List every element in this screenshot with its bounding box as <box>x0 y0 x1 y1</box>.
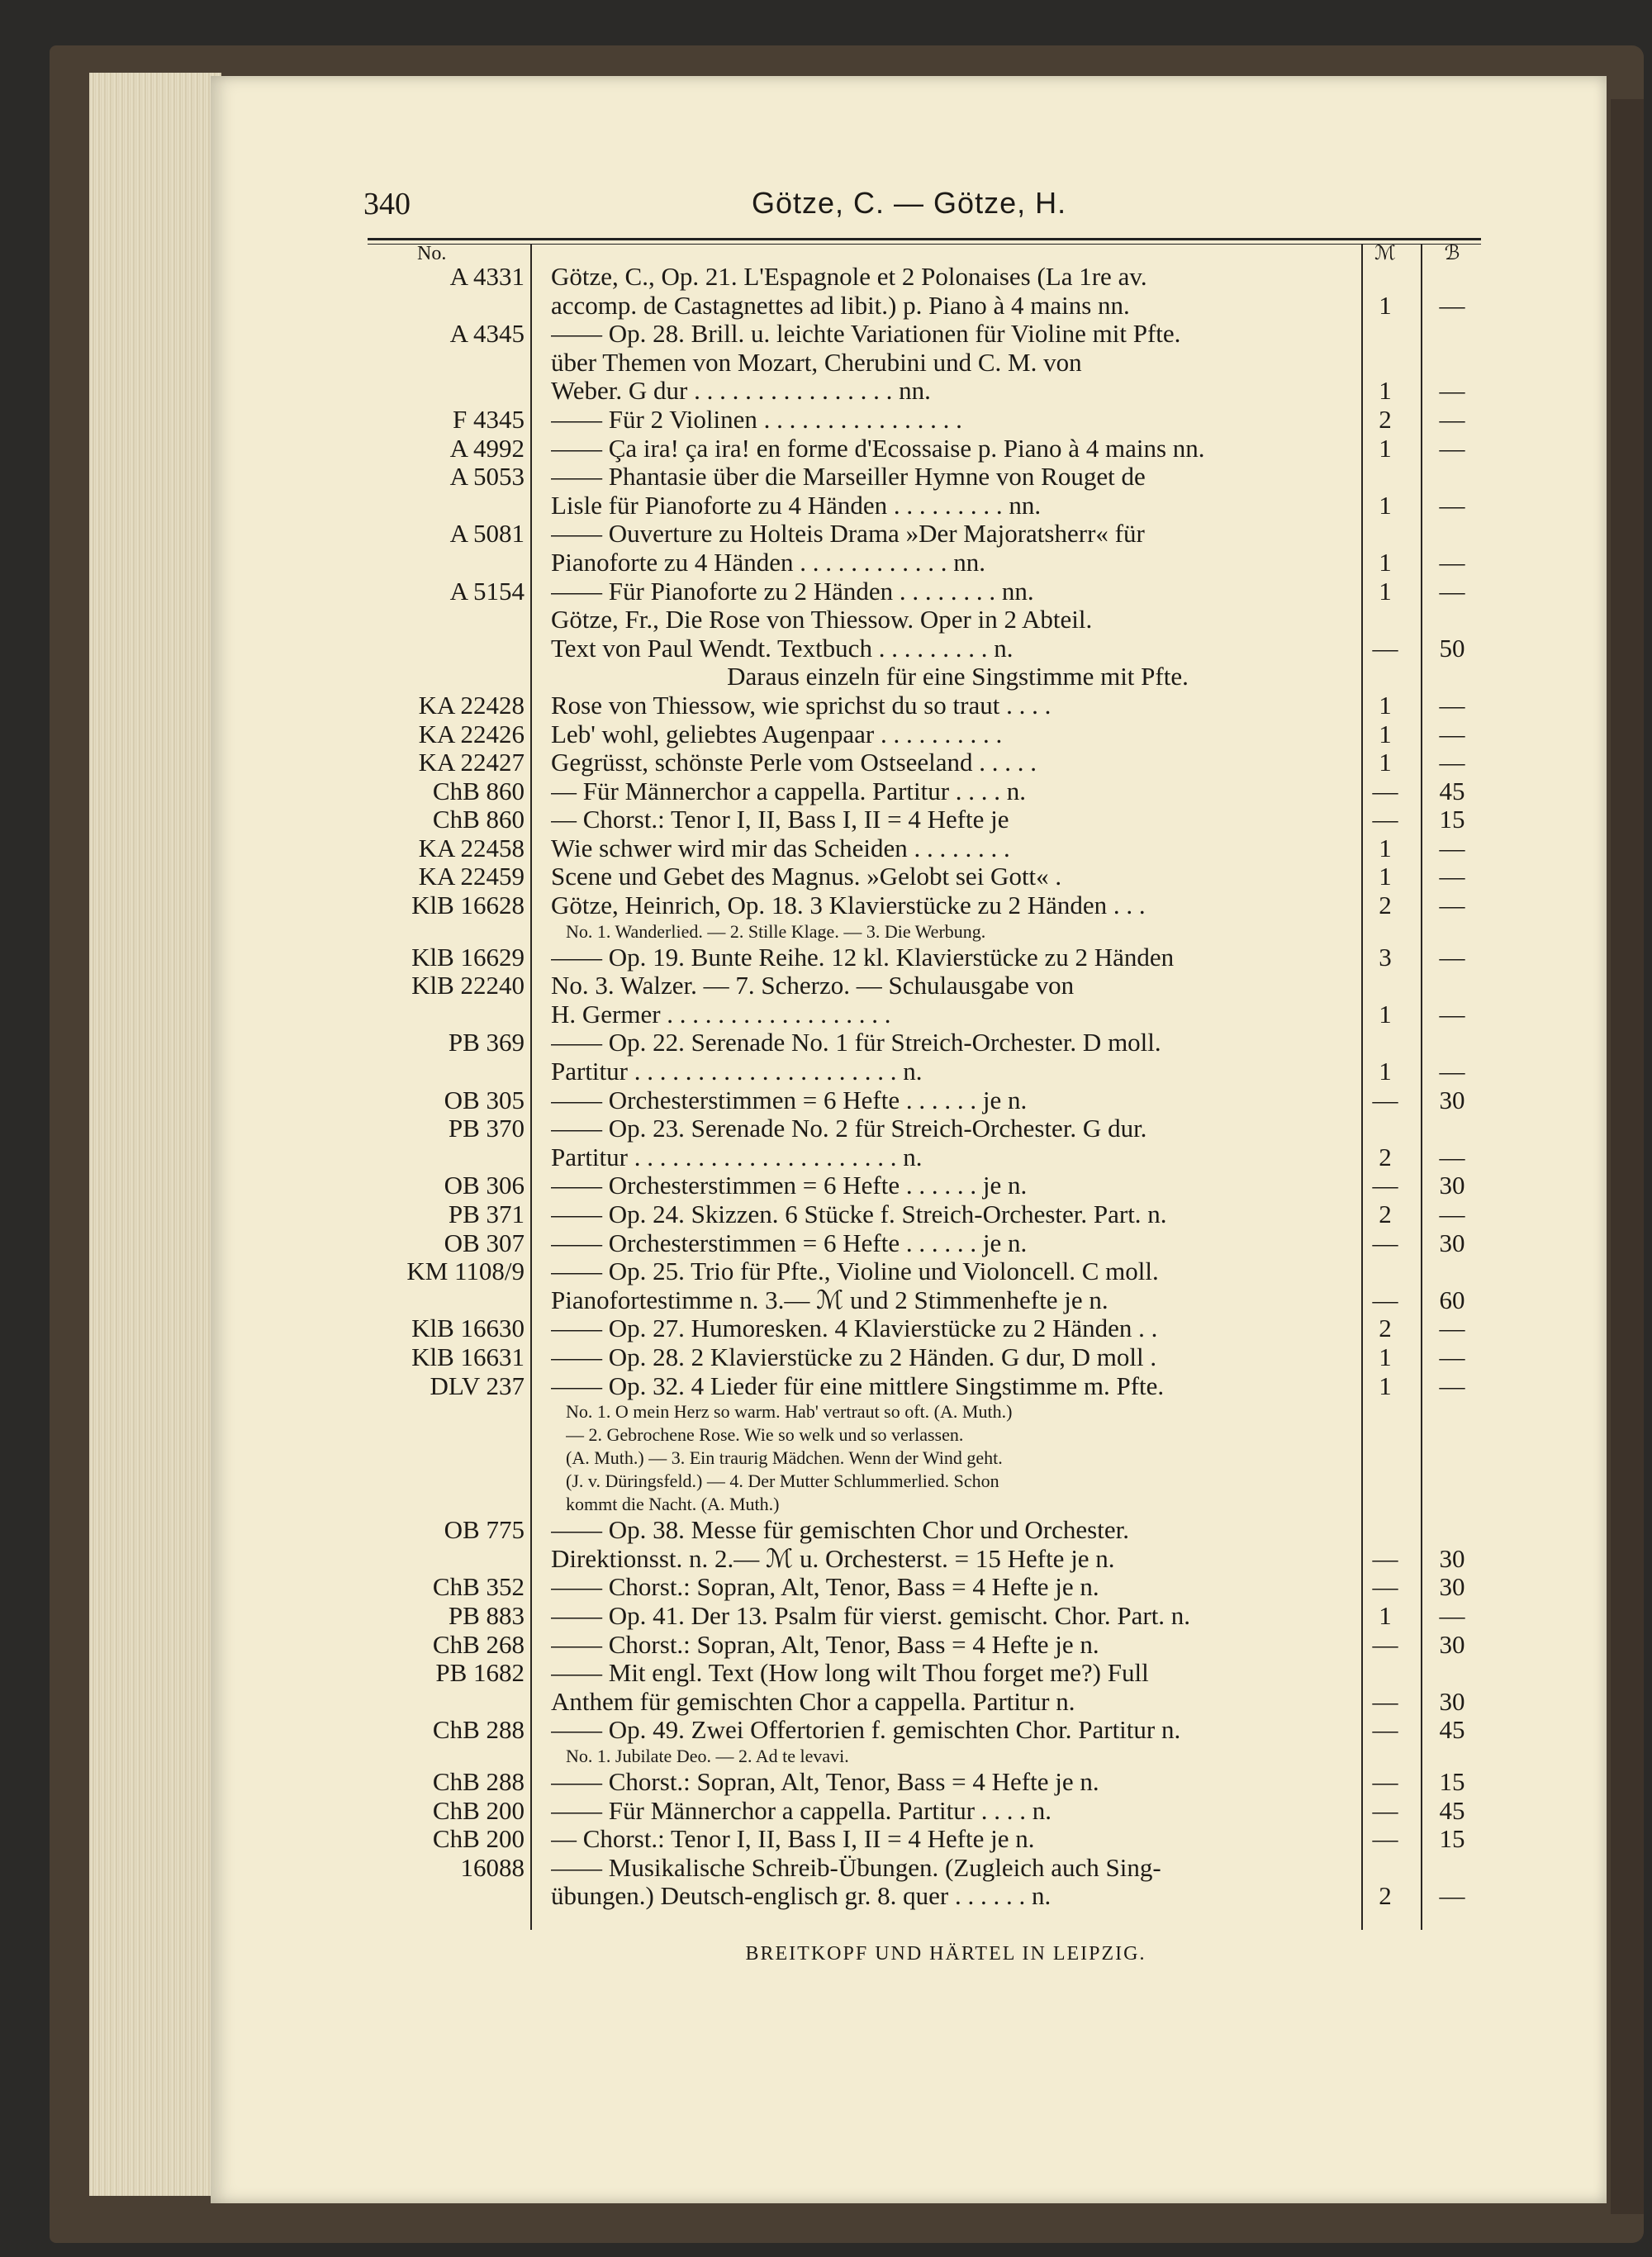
price-pfennig: 30 <box>1439 1085 1465 1114</box>
entry-text: No. 3. Walzer. — 7. Scherzo. — Schulausgabe von <box>551 972 1075 1000</box>
catalog-number: OB 305 <box>444 1085 525 1114</box>
price-mark: — <box>1372 776 1398 805</box>
catalog-number: DLV 237 <box>430 1371 525 1400</box>
entry-text: Partitur . . . . . . . . . . . . . . . . . . . . . n. <box>551 1057 923 1086</box>
entry-text: Pianofortestimme n. 3.— ℳ und 2 Stimmenhefte je n. <box>551 1285 1108 1314</box>
price-pfennig: — <box>1439 748 1465 777</box>
price-mark: — <box>1372 1228 1398 1257</box>
price-mark: 1 <box>1379 1371 1392 1400</box>
price-pfennig: 60 <box>1439 1285 1465 1314</box>
entry-text: Götze, Heinrich, Op. 18. 3 Klavierstücke zu 2 Händen . . . <box>551 891 1146 920</box>
entry-text: —— Für Männerchor a cappella. Partitur . . . . n. <box>551 1796 1052 1825</box>
catalog-entry-row <box>368 805 1481 834</box>
catalog-entry-row <box>368 1086 1481 1115</box>
price-mark: — <box>1372 805 1398 834</box>
price-mark: 1 <box>1379 1057 1392 1086</box>
price-mark: 1 <box>1379 690 1392 720</box>
price-mark: 2 <box>1379 1200 1392 1228</box>
price-mark: — <box>1372 1085 1398 1114</box>
catalog-entry-row <box>368 1882 1481 1911</box>
catalog-number: PB 370 <box>448 1114 525 1143</box>
price-pfennig: — <box>1439 942 1465 972</box>
price-mark: 2 <box>1379 1881 1392 1911</box>
price-pfennig: — <box>1439 1371 1465 1400</box>
price-pfennig: 30 <box>1439 1572 1465 1602</box>
catalog-number: ChB 200 <box>432 1824 525 1854</box>
entry-text: —— Musikalische Schreib-Übungen. (Zugleich auch Sing- <box>551 1853 1161 1882</box>
entry-text: —— Orchesterstimmen = 6 Hefte . . . . . . je n. <box>551 1171 1028 1200</box>
entry-text: Weber. G dur . . . . . . . . . . . . . . . . nn. <box>551 377 931 406</box>
catalog-entry-row <box>368 834 1481 863</box>
catalog-number: KA 22426 <box>418 719 525 748</box>
catalog-number: A 4345 <box>449 319 525 349</box>
price-mark: — <box>1372 1715 1398 1745</box>
page-number: 340 <box>363 187 411 221</box>
catalog-entry-row <box>368 320 1481 349</box>
catalog-number: 16088 <box>460 1852 525 1882</box>
binding-shadow <box>1611 99 1644 2214</box>
catalog-entry-row <box>368 1200 1481 1229</box>
entry-text: H. Germer . . . . . . . . . . . . . . . . . . <box>551 1000 891 1029</box>
price-mark: 1 <box>1379 547 1392 577</box>
price-mark: 1 <box>1379 290 1392 320</box>
entry-text: — Für Männerchor a cappella. Partitur . . . . n. <box>551 777 1027 805</box>
catalog-entry-row <box>368 943 1481 972</box>
entry-text: Lisle für Pianoforte zu 4 Händen . . . . . . . . . nn. <box>551 491 1042 520</box>
catalog-number: KlB 22240 <box>411 971 525 1000</box>
price-mark: — <box>1372 1686 1398 1716</box>
catalog-entry-row <box>368 1029 1481 1057</box>
catalog-number: KlB 16628 <box>411 891 525 920</box>
price-mark: — <box>1372 1171 1398 1200</box>
entry-text: Anthem für gemischten Chor a cappella. Partitur n. <box>551 1687 1075 1716</box>
catalog-entry-row <box>368 463 1481 492</box>
price-pfennig: 45 <box>1439 1795 1465 1825</box>
catalog-entry-row <box>368 1659 1481 1688</box>
price-pfennig: — <box>1439 1057 1465 1086</box>
price-mark: 1 <box>1379 1600 1392 1630</box>
catalog-entry-row <box>368 1057 1481 1086</box>
price-pfennig: — <box>1439 862 1465 891</box>
entry-text: —— Ça ira! ça ira! en forme d'Ecossaise p. Piano à 4 mains nn. <box>551 434 1205 463</box>
catalog-entry-row <box>368 777 1481 806</box>
price-mark: — <box>1372 1824 1398 1854</box>
price-mark: 1 <box>1379 490 1392 520</box>
catalog-entry-row <box>368 1745 1481 1768</box>
entry-text: Text von Paul Wendt. Textbuch . . . . . . . . . n. <box>551 634 1014 663</box>
catalog-entry-row <box>368 1343 1481 1372</box>
entry-text: —— Op. 41. Der 13. Psalm für vierst. gemischt. Chor. Part. n. <box>551 1601 1191 1630</box>
price-pfennig: — <box>1439 433 1465 463</box>
entry-text: accomp. de Castagnettes ad libit.) p. Piano à 4 mains nn. <box>551 291 1130 320</box>
catalog-entry-row <box>368 1688 1481 1717</box>
entry-text: —— Op. 19. Bunte Reihe. 12 kl. Klavierstücke zu 2 Händen <box>551 943 1175 972</box>
catalog-number: OB 775 <box>444 1515 525 1545</box>
price-pfennig: — <box>1439 1200 1465 1228</box>
entry-text: Daraus einzeln für eine Singstimme mit Pfte. <box>727 663 1189 691</box>
entry-text: Rose von Thiessow, wie sprichst du so traut . . . . <box>551 691 1051 720</box>
catalog-entry-row <box>368 920 1481 943</box>
entry-text: übungen.) Deutsch-englisch gr. 8. quer . . . . . . n. <box>551 1882 1051 1911</box>
catalog-number: ChB 352 <box>432 1572 525 1602</box>
entry-text: —— Für Pianoforte zu 2 Händen . . . . . . . . nn. <box>551 577 1034 606</box>
catalog-entry-row <box>368 492 1481 520</box>
entry-text: —— Chorst.: Sopran, Alt, Tenor, Bass = 4 Hefte je n. <box>551 1767 1099 1796</box>
publisher-footer: BREITKOPF UND HÄRTEL IN LEIPZIG. <box>745 1943 1146 1965</box>
price-mark: 1 <box>1379 833 1392 862</box>
price-pfennig: — <box>1439 376 1465 406</box>
price-mark: 1 <box>1379 1342 1392 1371</box>
price-mark: 1 <box>1379 433 1392 463</box>
catalog-entry-row <box>368 1171 1481 1200</box>
header-rule <box>368 238 1481 240</box>
price-pfennig: 15 <box>1439 1824 1465 1854</box>
catalog-number: ChB 288 <box>432 1766 525 1796</box>
entry-text: Scene und Gebet des Magnus. »Gelobt sei Gott« . <box>551 862 1062 891</box>
entry-text: — 2. Gebrochene Rose. Wie so welk und so verlassen. <box>566 1424 964 1446</box>
catalog-entry-row <box>368 1545 1481 1574</box>
entry-text: —— Op. 32. 4 Lieder für eine mittlere Singstimme m. Pfte. <box>551 1371 1165 1400</box>
catalog-number: KlB 16631 <box>411 1342 525 1371</box>
catalog-entry-row <box>368 1797 1481 1826</box>
column-header-row <box>368 245 1481 263</box>
price-mark: 1 <box>1379 862 1392 891</box>
catalog-number: OB 307 <box>444 1228 525 1257</box>
price-pfennig: — <box>1439 690 1465 720</box>
catalog-entry-row <box>368 520 1481 549</box>
price-pfennig: 30 <box>1439 1543 1465 1573</box>
catalog-number: ChB 860 <box>432 805 525 834</box>
catalog-number: ChB 268 <box>432 1629 525 1659</box>
catalog-entry-row <box>368 720 1481 749</box>
catalog-entry-row <box>368 606 1481 634</box>
entry-text: —— Orchesterstimmen = 6 Hefte . . . . . . je n. <box>551 1228 1028 1257</box>
entry-text: —— Für 2 Violinen . . . . . . . . . . . . . . . . <box>551 405 962 434</box>
catalog-number: PB 1682 <box>435 1658 525 1688</box>
catalog-number: KA 22427 <box>418 748 525 777</box>
catalog-entry-row <box>368 1602 1481 1631</box>
price-pfennig: — <box>1439 404 1465 434</box>
price-mark: 2 <box>1379 891 1392 920</box>
catalog-entry-row <box>368 748 1481 777</box>
entry-text: (J. v. Düringsfeld.) — 4. Der Mutter Schlummerlied. Schon <box>566 1471 999 1492</box>
price-mark: — <box>1372 1766 1398 1796</box>
catalog-entry-row <box>368 1286 1481 1315</box>
entry-text: No. 1. Jubilate Deo. — 2. Ad te levavi. <box>566 1745 849 1766</box>
price-pfennig: 45 <box>1439 776 1465 805</box>
entry-text: Götze, Fr., Die Rose von Thiessow. Oper in 2 Abteil. <box>551 606 1093 634</box>
catalog-entry-row <box>368 1000 1481 1029</box>
price-mark: 2 <box>1379 1314 1392 1343</box>
catalog-number: A 5053 <box>449 462 525 492</box>
price-pfennig: 15 <box>1439 1766 1465 1796</box>
catalog-entry-row <box>368 972 1481 1000</box>
catalog-number: A 5081 <box>449 519 525 549</box>
catalog-entry-row <box>368 663 1481 691</box>
catalog-entry-row <box>368 1631 1481 1660</box>
price-pfennig: — <box>1439 1881 1465 1911</box>
catalog-entry-row <box>368 577 1481 606</box>
entry-text: —— Op. 28. 2 Klavierstücke zu 2 Händen. G dur, D moll . <box>551 1342 1157 1371</box>
price-pfennig: — <box>1439 719 1465 748</box>
price-pfennig: — <box>1439 1342 1465 1371</box>
catalog-number: F 4345 <box>453 404 525 434</box>
catalog-number: KlB 16629 <box>411 942 525 972</box>
catalog-entry-row <box>368 1372 1481 1401</box>
price-pfennig: — <box>1439 1600 1465 1630</box>
entry-text: No. 1. O mein Herz so warm. Hab' vertraut so oft. (A. Muth.) <box>566 1401 1013 1423</box>
column-header-pf: ℬ <box>1444 243 1460 264</box>
price-pfennig: — <box>1439 891 1465 920</box>
price-mark: 1 <box>1379 748 1392 777</box>
entry-text: Partitur . . . . . . . . . . . . . . . . . . . . . n. <box>551 1143 923 1171</box>
entry-text: —— Op. 22. Serenade No. 1 für Streich-Orchester. D moll. <box>551 1029 1161 1057</box>
entry-text: —— Chorst.: Sopran, Alt, Tenor, Bass = 4 Hefte je n. <box>551 1630 1099 1659</box>
entry-text: —— Orchesterstimmen = 6 Hefte . . . . . . je n. <box>551 1086 1028 1114</box>
entry-text: —— Ouverture zu Holteis Drama »Der Majoratsherr« für <box>551 520 1145 549</box>
price-pfennig: — <box>1439 1142 1465 1171</box>
catalog-number: A 4992 <box>449 433 525 463</box>
entry-text: —— Op. 24. Skizzen. 6 Stücke f. Streich-Orchester. Part. n. <box>551 1200 1167 1228</box>
price-pfennig: 45 <box>1439 1715 1465 1745</box>
catalog-entry-row <box>368 263 1481 292</box>
catalog-entry-row <box>368 1825 1481 1854</box>
price-pfennig: 50 <box>1439 633 1465 663</box>
price-mark: — <box>1372 1572 1398 1602</box>
catalog-entry-row <box>368 349 1481 378</box>
entry-text: (A. Muth.) — 3. Ein traurig Mädchen. Wenn der Wind geht. <box>566 1447 1003 1469</box>
catalog-entry-row <box>368 862 1481 891</box>
entry-text: —— Op. 49. Zwei Offertorien f. gemischten Chor. Partitur n. <box>551 1716 1181 1745</box>
page-stack-edges <box>89 73 221 2196</box>
running-title: Götze, C. — Götze, H. <box>752 186 1067 220</box>
price-mark: 1 <box>1379 719 1392 748</box>
catalog-entry-row <box>368 1470 1481 1493</box>
price-mark: 2 <box>1379 1142 1392 1171</box>
entry-text: Götze, C., Op. 21. L'Espagnole et 2 Polonaises (La 1re av. <box>551 263 1147 291</box>
entry-text: Pianoforte zu 4 Händen . . . . . . . . . . . . nn. <box>551 548 986 577</box>
catalog-number: A 4331 <box>449 262 525 291</box>
catalog-number: OB 306 <box>444 1171 525 1200</box>
catalog-entry-row <box>368 377 1481 406</box>
price-pfennig: 15 <box>1439 805 1465 834</box>
catalog-entry-row <box>368 1716 1481 1745</box>
catalog-number: PB 371 <box>448 1200 525 1228</box>
price-pfennig: 30 <box>1439 1686 1465 1716</box>
price-pfennig: — <box>1439 576 1465 606</box>
entry-text: kommt die Nacht. (A. Muth.) <box>566 1494 780 1515</box>
price-mark: — <box>1372 633 1398 663</box>
price-mark: 1 <box>1379 376 1392 406</box>
catalog-entry-row <box>368 691 1481 720</box>
price-pfennig: 30 <box>1439 1228 1465 1257</box>
entry-text: —— Op. 23. Serenade No. 2 für Streich-Orchester. G dur. <box>551 1114 1147 1143</box>
entry-text: —— Op. 27. Humoresken. 4 Klavierstücke zu 2 Händen . . <box>551 1314 1158 1343</box>
catalog-entry-row <box>368 1768 1481 1797</box>
catalog-entry-row <box>368 435 1481 463</box>
catalog-number: PB 369 <box>448 1028 525 1057</box>
catalog-entry-row <box>368 1114 1481 1143</box>
entry-text: Leb' wohl, geliebtes Augenpaar . . . . . . . . . . <box>551 720 1003 748</box>
entry-text: — Chorst.: Tenor I, II, Bass I, II = 4 Hefte je n. <box>551 1825 1035 1854</box>
catalog-number: PB 883 <box>448 1600 525 1630</box>
catalog-entry-row <box>368 292 1481 321</box>
entry-text: No. 1. Wanderlied. — 2. Stille Klage. — 3. Die Werbung. <box>566 920 986 942</box>
entry-text: über Themen von Mozart, Cherubini und C. M. von <box>551 348 1082 377</box>
price-pfennig: — <box>1439 290 1465 320</box>
entry-text: Gegrüsst, schönste Perle vom Ostseeland . . . . . <box>551 748 1037 777</box>
catalog-entry-row <box>368 891 1481 920</box>
price-mark: 1 <box>1379 999 1392 1029</box>
catalog-number: ChB 860 <box>432 776 525 805</box>
catalog-number: ChB 288 <box>432 1715 525 1745</box>
catalog-entry-row <box>368 1493 1481 1516</box>
column-header-number: No. <box>417 243 447 264</box>
catalog-table <box>368 245 1481 1911</box>
catalog-number: KA 22428 <box>418 690 525 720</box>
price-pfennig: — <box>1439 833 1465 862</box>
price-mark: 3 <box>1379 942 1392 972</box>
catalog-number: KA 22459 <box>418 862 525 891</box>
price-pfennig: — <box>1439 547 1465 577</box>
entry-text: — Chorst.: Tenor I, II, Bass I, II = 4 Hefte je <box>551 805 1009 834</box>
catalog-entry-row <box>368 1229 1481 1258</box>
entry-text: —— Op. 28. Brill. u. leichte Variationen für Violine mit Pfte. <box>551 320 1181 349</box>
catalog-entry-row <box>368 1516 1481 1545</box>
running-head <box>363 186 1355 227</box>
catalog-rows <box>368 263 1481 1911</box>
catalog-entry-row <box>368 549 1481 577</box>
catalog-number: KlB 16630 <box>411 1314 525 1343</box>
entry-text: —— Chorst.: Sopran, Alt, Tenor, Bass = 4 Hefte je n. <box>551 1573 1099 1602</box>
catalog-entry-row <box>368 1143 1481 1172</box>
price-pfennig: 30 <box>1439 1629 1465 1659</box>
price-mark: 2 <box>1379 404 1392 434</box>
catalog-number: KM 1108/9 <box>406 1257 525 1286</box>
entry-text: —— Phantasie über die Marseiller Hymne von Rouget de <box>551 463 1146 492</box>
price-pfennig: — <box>1439 999 1465 1029</box>
entry-text: —— Mit engl. Text (How long wilt Thou forget me?) Full <box>551 1659 1149 1688</box>
catalog-number: A 5154 <box>449 576 525 606</box>
entry-text: Direktionsst. n. 2.— ℳ u. Orchesterst. = 15 Hefte je n. <box>551 1544 1115 1573</box>
catalog-entry-row <box>368 1314 1481 1343</box>
price-pfennig: — <box>1439 490 1465 520</box>
price-mark: — <box>1372 1543 1398 1573</box>
entry-text: —— Op. 38. Messe für gemischten Chor und Orchester. <box>551 1516 1129 1545</box>
catalog-entry-row <box>368 1573 1481 1602</box>
price-mark: — <box>1372 1629 1398 1659</box>
catalog-entry-row <box>368 1423 1481 1447</box>
price-pfennig: — <box>1439 1314 1465 1343</box>
price-pfennig: 30 <box>1439 1171 1465 1200</box>
catalog-entry-row <box>368 406 1481 435</box>
price-mark: — <box>1372 1795 1398 1825</box>
catalog-entry-row <box>368 1257 1481 1286</box>
price-mark: — <box>1372 1285 1398 1314</box>
price-mark: 1 <box>1379 576 1392 606</box>
entry-text: Wie schwer wird mir das Scheiden . . . . . . . . <box>551 834 1010 862</box>
catalog-entry-row <box>368 1400 1481 1423</box>
column-header-mark: ℳ <box>1374 243 1396 264</box>
catalog-entry-row <box>368 634 1481 663</box>
catalog-entry-row <box>368 1854 1481 1883</box>
catalog-number: ChB 200 <box>432 1795 525 1825</box>
catalog-entry-row <box>368 1447 1481 1470</box>
catalog-number: KA 22458 <box>418 833 525 862</box>
entry-text: —— Op. 25. Trio für Pfte., Violine und Violoncell. C moll. <box>551 1257 1159 1286</box>
